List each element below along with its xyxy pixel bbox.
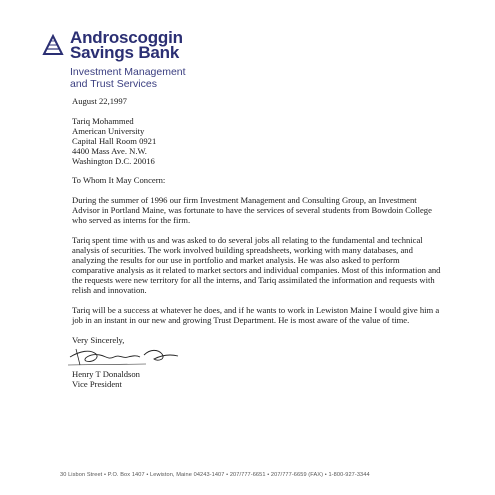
- bank-name-line1: Androscoggin: [70, 28, 183, 47]
- signature-icon: [66, 345, 206, 367]
- signer-name: Henry T Donaldson: [72, 369, 140, 379]
- division-line1: Investment Management: [70, 66, 186, 78]
- recipient-address: [72, 116, 442, 166]
- paragraph-2: Tariq spent time with us and was asked to do several jobs all relating to the fundamental and technical analysis of securities. The work involved building spreadsheets, working with many databases, and analyzing the results for our use in portfolio and market analysis. He was also asked to perform comparative analysis as it related to market sectors and individual companies. Most of this information and the requests were new territory for all the interns, and Tariq assimilated the information and requests with relish and innovation.: [72, 235, 441, 295]
- bank-name: [70, 30, 183, 60]
- bank-name-line2: Savings Bank: [70, 43, 180, 62]
- address-line: 4400 Mass Ave. N.W.: [72, 146, 147, 156]
- address-line: Tariq Mohammed: [72, 116, 134, 126]
- address-line: Washington D.C. 20016: [72, 156, 155, 166]
- closing: Very Sincerely,: [72, 335, 125, 345]
- signer-block: [72, 369, 442, 389]
- letter-body: [72, 96, 442, 389]
- paragraph-3: Tariq will be a success at whatever he does, and if he wants to work in Lewiston Maine I would give him a job in an instant in our new and growing Trust Department. He is most aware of the value of time.: [72, 305, 440, 325]
- signer-title: Vice President: [72, 379, 122, 389]
- letter-date: August 22,1997: [72, 96, 127, 106]
- salutation: To Whom It May Concern:: [72, 175, 166, 185]
- division-name: [70, 66, 186, 90]
- letterhead-footer: 30 Lisbon Street • P.O. Box 1407 • Lewiston, Maine 04243-1407 • 207/777-6651 • 207/777-6659 (FAX) • 1-800-927-3344: [60, 472, 370, 478]
- bank-logo-icon: [42, 34, 64, 56]
- address-line: American University: [72, 126, 145, 136]
- division-line2: and Trust Services: [70, 78, 157, 90]
- address-line: Capital Hall Room 0921: [72, 136, 157, 146]
- paragraph-1: During the summer of 1996 our firm Investment Management and Consulting Group, an Investment Advisor in Portland Maine, was fortunate to have the services of several students from Bowdoin College who served as interns for the firm.: [72, 195, 432, 225]
